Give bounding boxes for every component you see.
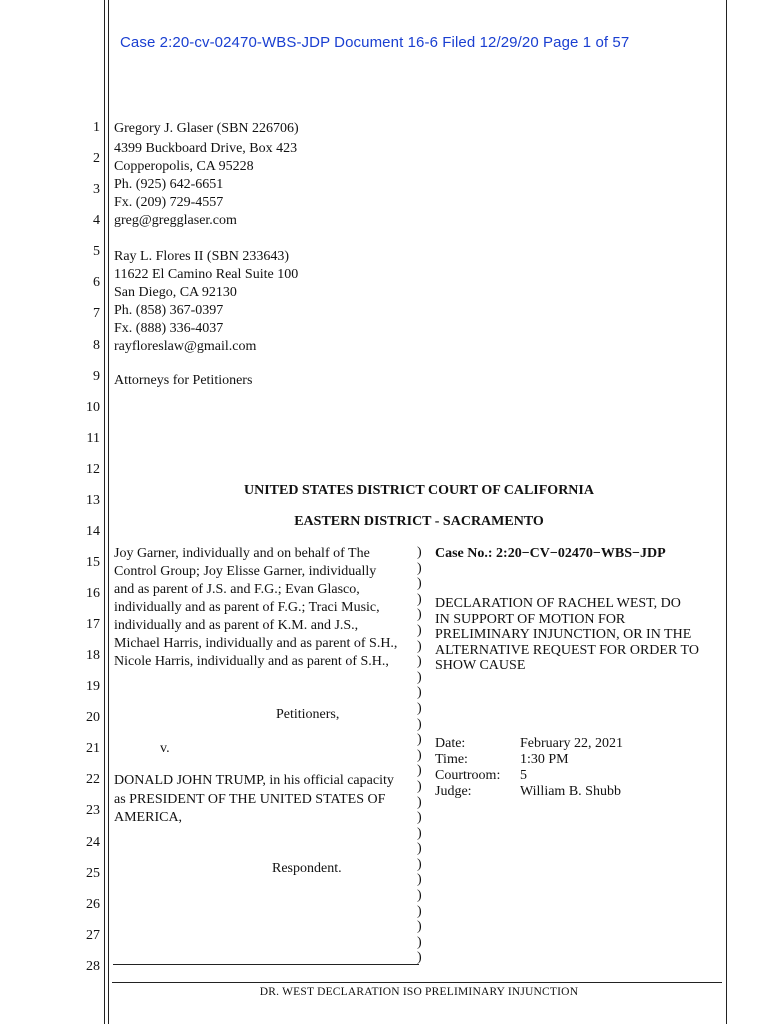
line-number: 9 (93, 369, 100, 384)
caption-paren: ) (417, 872, 422, 888)
footer-title: DR. WEST DECLARATION ISO PRELIMINARY INJUNCTION (259, 986, 579, 998)
respondent-label: Respondent. (272, 861, 342, 876)
caption-paren: ) (417, 560, 422, 576)
document-title-line: SHOW CAUSE (435, 658, 526, 674)
counsel-phone: Ph. (925) 642-6651 (114, 177, 224, 192)
left-margin-rule-inner (108, 0, 109, 1024)
line-number: 25 (86, 866, 100, 881)
hearing-date-value: February 22, 2021 (520, 736, 624, 751)
caption-paren: ) (417, 669, 422, 685)
line-number: 19 (86, 679, 100, 694)
hearing-judge-label: Judge: (435, 784, 472, 799)
petitioner-line: Joy Garner, individually and on behalf of The (114, 546, 370, 561)
caption-bottom-rule (113, 964, 419, 965)
line-number: 11 (86, 431, 100, 446)
filing-stamp: Case 2:20-cv-02470-WBS-JDP Document 16-6 Filed 12/29/20 Page 1 of 57 (120, 34, 630, 51)
caption-paren: ) (417, 747, 422, 763)
caption-paren: ) (417, 654, 422, 670)
petitioners-caption (114, 545, 414, 671)
versus: v. (160, 741, 170, 756)
case-number: Case No.: 2:20−CV−02470−WBS−JDP (435, 546, 666, 561)
document-title-line: ALTERNATIVE REQUEST FOR ORDER TO (435, 642, 699, 658)
line-number: 7 (93, 306, 100, 321)
petitioner-line: and as parent of J.S. and F.G.; Evan Glasco, (114, 582, 360, 597)
document-title-line: PRELIMINARY INJUNCTION, OR IN THE (435, 627, 692, 643)
counsel-email: rayfloreslaw@gmail.com (114, 339, 257, 354)
line-number: 3 (93, 182, 100, 197)
document-title-line: DECLARATION OF RACHEL WEST, DO (435, 596, 681, 611)
caption-paren: ) (417, 919, 422, 935)
caption-paren: ) (417, 778, 422, 794)
petitioner-line: Michael Harris, individually and as parent of S.H., (114, 636, 398, 651)
petitioner-line: individually and as parent of K.M. and J.S., (114, 618, 359, 633)
caption-paren: ) (417, 591, 422, 607)
respondent-line: as PRESIDENT OF THE UNITED STATES OF (114, 792, 386, 807)
counsel-address: 4399 Buckboard Drive, Box 423 (114, 141, 298, 156)
caption-parentheses (417, 545, 422, 966)
line-number: 18 (86, 648, 100, 663)
caption-paren: ) (417, 841, 422, 857)
caption-paren: ) (417, 716, 422, 732)
counsel-address: 11622 El Camino Real Suite 100 (114, 267, 299, 282)
court-district: EASTERN DISTRICT - SACRAMENTO (294, 514, 544, 529)
hearing-time-label: Time: (435, 752, 468, 767)
counsel-fax: Fx. (888) 336-4037 (114, 321, 224, 336)
right-margin-rule (726, 0, 727, 1024)
petitioner-line: individually and as parent of F.G.; Traci Music, (114, 600, 380, 615)
attorneys-for: Attorneys for Petitioners (114, 373, 253, 388)
line-number: 5 (93, 244, 100, 259)
line-number: 8 (93, 338, 100, 353)
line-number: 13 (86, 493, 100, 508)
caption-paren: ) (417, 856, 422, 872)
line-number: 6 (93, 275, 100, 290)
caption-paren: ) (417, 903, 422, 919)
line-number: 22 (86, 772, 100, 787)
line-number: 16 (86, 586, 100, 601)
counsel-phone: Ph. (858) 367-0397 (114, 303, 224, 318)
footer-rule (112, 982, 722, 983)
line-number: 1 (93, 120, 100, 135)
caption-paren: ) (417, 638, 422, 654)
caption-paren: ) (417, 545, 422, 560)
line-number: 2 (93, 151, 100, 166)
line-number: 21 (86, 741, 100, 756)
counsel-fax: Fx. (209) 729-4557 (114, 195, 224, 210)
caption-paren: ) (417, 622, 422, 638)
hearing-courtroom-value: 5 (520, 768, 527, 783)
hearing-date-label: Date: (435, 736, 466, 751)
hearing-judge-value: William B. Shubb (520, 784, 621, 799)
line-number: 23 (86, 803, 100, 818)
respondent-line: DONALD JOHN TRUMP, in his official capacity (114, 773, 394, 788)
document-title-line: IN SUPPORT OF MOTION FOR (435, 611, 626, 627)
caption-paren: ) (417, 888, 422, 904)
line-number: 26 (86, 897, 100, 912)
line-number: 24 (86, 835, 100, 850)
caption-paren: ) (417, 810, 422, 826)
counsel-city: San Diego, CA 92130 (114, 285, 237, 300)
counsel-name: Gregory J. Glaser (SBN 226706) (114, 121, 299, 136)
caption-paren: ) (417, 763, 422, 779)
line-number: 4 (93, 213, 100, 228)
petitioners-label: Petitioners, (276, 707, 340, 722)
court-title: UNITED STATES DISTRICT COURT OF CALIFORNIA (244, 483, 594, 498)
line-number: 28 (86, 959, 100, 974)
line-number: 20 (86, 710, 100, 725)
caption-paren: ) (417, 934, 422, 950)
line-number: 27 (86, 928, 100, 943)
line-number: 12 (86, 462, 100, 477)
counsel-email: greg@gregglaser.com (114, 213, 237, 228)
respondent-line: AMERICA, (114, 810, 183, 825)
caption-paren: ) (417, 950, 422, 966)
counsel-name: Ray L. Flores II (SBN 233643) (114, 249, 289, 264)
counsel-city: Copperopolis, CA 95228 (114, 159, 254, 174)
caption-paren: ) (417, 607, 422, 623)
hearing-time-value: 1:30 PM (520, 752, 569, 767)
petitioner-line: Nicole Harris, individually and as parent of S.H., (114, 654, 389, 669)
caption-paren: ) (417, 700, 422, 716)
petitioner-line: Control Group; Joy Elisse Garner, individually (114, 564, 377, 579)
caption-paren: ) (417, 794, 422, 810)
caption-paren: ) (417, 825, 422, 841)
caption-paren: ) (417, 576, 422, 592)
left-margin-rule (104, 0, 105, 1024)
line-number: 15 (86, 555, 100, 570)
line-number: 14 (86, 524, 100, 539)
line-number: 10 (86, 400, 100, 415)
caption-paren: ) (417, 732, 422, 748)
caption-paren: ) (417, 685, 422, 701)
hearing-courtroom-label: Courtroom: (435, 768, 501, 783)
line-number: 17 (86, 617, 100, 632)
